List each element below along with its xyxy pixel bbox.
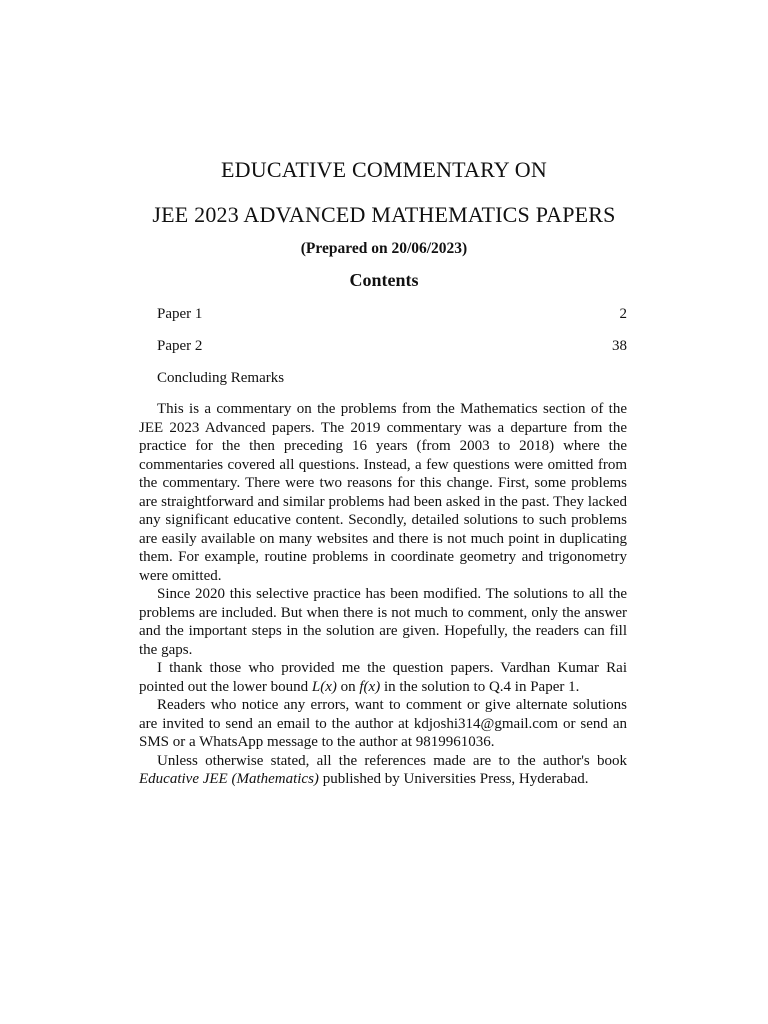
toc-label: Concluding Remarks bbox=[157, 370, 285, 386]
paragraph-intro: This is a commentary on the problems from the Mathematics section of the JEE 2023 Advanced papers. The 2019 commentary was a departure from the practice for the then preceding 16 years (from 2003 to 2018) where the commentaries covered all questions. Instead, a few questions were omitted from the commentary. There were two reasons for this change. First, some problems are straightforward and similar problems had been asked in the past. They lacked any significant educative content. Secondly, detailed solutions to such problems are easily available on many websites and there is not much point in duplicating them. For example, routine problems in coordinate geometry and trigonometry were omitted. bbox=[139, 401, 627, 584]
title-line-1: EDUCATIVE COMMENTARY ON bbox=[221, 157, 547, 182]
math-fx: f(x) bbox=[359, 678, 381, 695]
toc-label: Paper 1 bbox=[157, 306, 203, 322]
paragraph-thanks bbox=[139, 659, 627, 696]
toc-entry-concluding-remarks bbox=[157, 368, 627, 400]
body-text bbox=[139, 400, 627, 789]
thanks-on: on bbox=[336, 678, 360, 695]
thanks-text: I thank those who provided me the question papers. Vardhan Kumar Rai pointed out the lower bound bbox=[139, 660, 627, 695]
paragraph-references bbox=[139, 752, 627, 789]
contents-heading: Contents bbox=[349, 270, 419, 290]
paragraph-since-2020: Since 2020 this selective practice has been modified. The solutions to all the problems are included. But when there is not much to comment, only the answer and the important steps in the solution are given. Hopefully, the readers can fill the gaps. bbox=[139, 586, 627, 658]
toc-page: 2 bbox=[619, 306, 627, 322]
references-after: published by Universities Press, Hyderabad. bbox=[318, 771, 589, 787]
paragraph-readers: Readers who notice any errors, want to comment or give alternate solutions are invited to send an email to the author at kdjoshi314@gmail.com or send an SMS or a WhatsApp message to the author at 9819961036. bbox=[139, 697, 627, 750]
book-title: Educative JEE (Mathematics) bbox=[139, 771, 319, 787]
toc-page: 38 bbox=[612, 338, 627, 354]
table-of-contents bbox=[157, 304, 627, 400]
toc-entry-paper-1 bbox=[157, 304, 627, 336]
toc-entry-paper-2 bbox=[157, 336, 627, 368]
toc-label: Paper 2 bbox=[157, 338, 203, 354]
prepared-date: (Prepared on 20/06/2023) bbox=[300, 240, 468, 257]
title-line-2: JEE 2023 ADVANCED MATHEMATICS PAPERS bbox=[152, 202, 616, 227]
references-text: Unless otherwise stated, all the references made are to the author's book bbox=[157, 752, 627, 769]
thanks-after: in the solution to Q.4 in Paper 1. bbox=[380, 678, 580, 695]
math-lower-bound: L(x) bbox=[311, 678, 337, 695]
